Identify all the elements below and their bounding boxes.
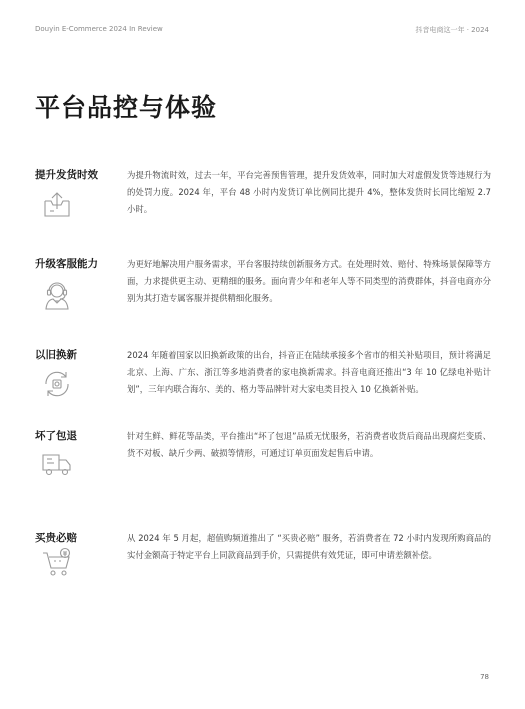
section-title: 提升发货时效 — [35, 169, 98, 181]
shopping-cart-icon — [40, 546, 74, 580]
section-title: 以旧换新 — [35, 349, 77, 361]
header-publication-title: Douyin E-Commerce 2024 In Review — [35, 25, 163, 33]
section-title: 升级客服能力 — [35, 258, 98, 270]
delivery-truck-icon — [40, 446, 74, 480]
header-chapter-title: 抖音电商这一年 · 2024 — [415, 26, 489, 34]
section-text: 为更好地解决用户服务需求，平台客服持续创新服务方式。在处理时效、赔付、特殊场景保障等方面，力求提供更主动、更精细的服务。面向青少年和老年人等不同类型的消费群体，抖音电商亦分别为其打造专属客服并提供精细化服务。 — [127, 259, 491, 304]
customer-service-icon — [40, 278, 74, 312]
upload-box-icon — [40, 187, 74, 221]
section-text: 为提升物流时效，过去一年，平台完善预售管理，提升发货效率，同时加大对虚假发货等违规行为的处罚力度。2024 年，平台 48 小时内发货订单比例同比提升 4%，整体发货时长同比缩短 2.7 小时。 — [127, 170, 491, 215]
trade-in-icon — [40, 367, 74, 401]
section-text: 从 2024 年 5 月起，超值购频道推出了 “买贵必赔” 服务，若消费者在 72 小时内发现所购商品的实付金额高于特定平台上同款商品到手价，只需提供有效凭证，即可申请差额补偿。 — [127, 533, 491, 561]
section-text: 针对生鲜、鲜花等品类，平台推出“坏了包退”品质无忧服务，若消费者收货后商品出现腐烂变质、货不对板、缺斤少两、破损等情形，可通过订单页面发起售后申请。 — [127, 431, 491, 459]
page-number: 78 — [480, 673, 489, 681]
page-title: 平台品控与体验 — [35, 93, 218, 122]
section-title: 坏了包退 — [35, 430, 77, 442]
section-text: 2024 年随着国家以旧换新政策的出台，抖音正在陆续承接多个省市的相关补贴项目，预计将满足北京、上海、广东、浙江等多地消费者的家电换新需求。抖音电商还推出“3 年 10 亿绿电补贴计划”，三年内联合海尔、美的、格力等品牌针对大家电类目投入 10 亿换新补贴。 — [127, 350, 491, 395]
section-title: 买贵必赔 — [35, 532, 77, 544]
